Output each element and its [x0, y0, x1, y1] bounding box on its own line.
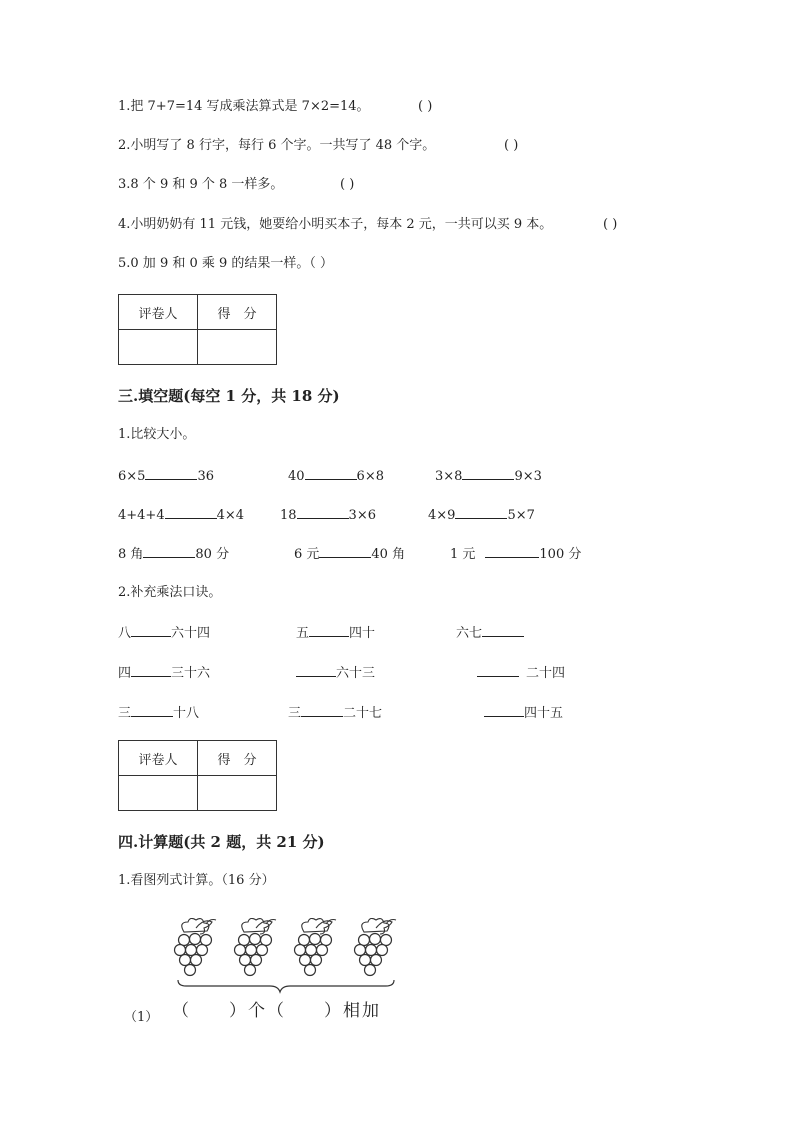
answer-blank[interactable] — [484, 704, 524, 717]
answer-blank[interactable] — [131, 704, 173, 717]
compare-item — [280, 506, 376, 524]
compare-left: 3×8 — [435, 469, 463, 484]
answer-blank[interactable] — [482, 624, 524, 637]
answer-blank[interactable] — [309, 624, 349, 637]
compare-item — [294, 545, 405, 563]
rhyme-right: 四十五 — [524, 706, 564, 721]
compare-item — [288, 467, 384, 485]
reviewer-label: 评卷人 — [119, 741, 198, 776]
answer-blank[interactable] — [145, 467, 197, 480]
compare-left: 4+4+4 — [118, 508, 165, 523]
answer-blank[interactable] — [319, 545, 371, 558]
question-4: 4.小明奶奶有 11 元钱，她要给小明买本子，每本 2 元，一共可以买 9 本。 — [118, 217, 553, 232]
grape-bunch-icon — [355, 918, 397, 975]
section-3-q2-title: 2.补充乘法口诀。 — [118, 585, 222, 600]
question-5: 5.0 加 9 和 0 乘 9 的结果一样。（ ） — [118, 256, 334, 271]
compare-right: 100 分 — [539, 547, 582, 562]
compare-right: 40 角 — [371, 547, 406, 562]
rhyme-left: 五 — [296, 626, 310, 641]
compare-right: 5×7 — [507, 508, 535, 523]
compare-left: 6×5 — [118, 469, 146, 484]
grape-bunch-icon — [295, 918, 337, 975]
score-cell[interactable] — [198, 776, 277, 811]
answer-paren-1[interactable]: ( ) — [418, 99, 433, 114]
rhyme-item — [118, 704, 199, 722]
answer-blank[interactable] — [143, 545, 195, 558]
answer-blank[interactable] — [297, 506, 349, 519]
answer-paren-2[interactable]: ( ) — [504, 138, 519, 153]
rhyme-right: 六十四 — [171, 626, 211, 641]
question-2: 2.小明写了 8 行字，每行 6 个字。一共写了 48 个字。 — [118, 138, 436, 153]
compare-item — [435, 467, 542, 485]
answer-blank[interactable] — [301, 704, 343, 717]
answer-blank[interactable] — [131, 624, 171, 637]
answer-blank[interactable] — [462, 467, 514, 480]
compare-item — [450, 545, 581, 563]
rhyme-item — [484, 704, 563, 722]
compare-item — [428, 506, 535, 524]
compare-left: 40 — [288, 469, 305, 484]
rhyme-left: 三 — [288, 706, 302, 721]
compare-left: 4×9 — [428, 508, 456, 523]
grape-caption: （ ）个（ ）相加 — [172, 1001, 381, 1021]
compare-item — [118, 467, 214, 485]
answer-paren-3[interactable]: ( ) — [340, 177, 355, 192]
compare-left: 6 元 — [294, 547, 320, 562]
compare-right: 9×3 — [514, 469, 542, 484]
answer-blank[interactable] — [305, 467, 357, 480]
compare-right: 3×6 — [348, 508, 376, 523]
section-4-heading: 四.计算题(共 2 题，共 21 分) — [118, 833, 325, 851]
question-3: 3.8 个 9 和 9 个 8 一样多。 — [118, 177, 284, 192]
rhyme-right: 六十三 — [336, 666, 376, 681]
rhyme-left: 三 — [118, 706, 132, 721]
rhyme-item — [296, 664, 375, 682]
compare-right: 6×8 — [356, 469, 384, 484]
rhyme-item — [118, 664, 210, 682]
compare-left: 8 角 — [118, 547, 144, 562]
answer-paren-4[interactable]: ( ) — [603, 217, 618, 232]
compare-item — [118, 545, 229, 563]
sub-question-label: （1） — [124, 1010, 159, 1025]
rhyme-right: 十八 — [173, 706, 200, 721]
rhyme-item — [118, 624, 210, 642]
section-3-q1-title: 1.比较大小。 — [118, 427, 196, 442]
score-cell[interactable] — [198, 330, 277, 365]
rhyme-item — [456, 624, 524, 642]
answer-blank[interactable] — [455, 506, 507, 519]
compare-right: 4×4 — [216, 508, 245, 523]
answer-blank[interactable] — [477, 664, 519, 677]
compare-left: 1 元 — [450, 547, 476, 562]
answer-blank[interactable] — [485, 545, 539, 558]
answer-blank[interactable] — [131, 664, 171, 677]
rhyme-item — [288, 704, 382, 722]
score-label: 得 分 — [198, 741, 277, 776]
compare-left: 18 — [280, 508, 297, 523]
rhyme-right: 四十 — [349, 626, 376, 641]
rhyme-right: 二十七 — [343, 706, 383, 721]
compare-right: 36 — [197, 469, 214, 484]
grape-bunch-icon — [235, 918, 277, 975]
grapes-picture — [160, 918, 420, 998]
score-table-2 — [118, 740, 277, 811]
section-4-q1-title: 1.看图列式计算。（16 分） — [118, 873, 275, 888]
grape-bunch-icon — [175, 918, 217, 975]
answer-blank[interactable] — [296, 664, 336, 677]
reviewer-cell[interactable] — [119, 330, 198, 365]
rhyme-left: 四 — [118, 666, 132, 681]
score-label: 得 分 — [198, 295, 277, 330]
question-1: 1.把 7+7=14 写成乘法算式是 7×2=14。 — [118, 99, 370, 114]
score-table-1 — [118, 294, 277, 365]
section-3-heading: 三.填空题(每空 1 分，共 18 分) — [118, 387, 340, 405]
brace — [178, 980, 394, 992]
rhyme-right: 二十四 — [526, 666, 566, 681]
compare-item — [118, 506, 244, 524]
compare-right: 80 分 — [195, 547, 230, 562]
reviewer-label: 评卷人 — [119, 295, 198, 330]
rhyme-item — [477, 664, 565, 682]
rhyme-left: 六七 — [456, 626, 483, 641]
rhyme-item — [296, 624, 375, 642]
rhyme-left: 八 — [118, 626, 132, 641]
rhyme-right: 三十六 — [171, 666, 211, 681]
answer-blank[interactable] — [165, 506, 217, 519]
reviewer-cell[interactable] — [119, 776, 198, 811]
